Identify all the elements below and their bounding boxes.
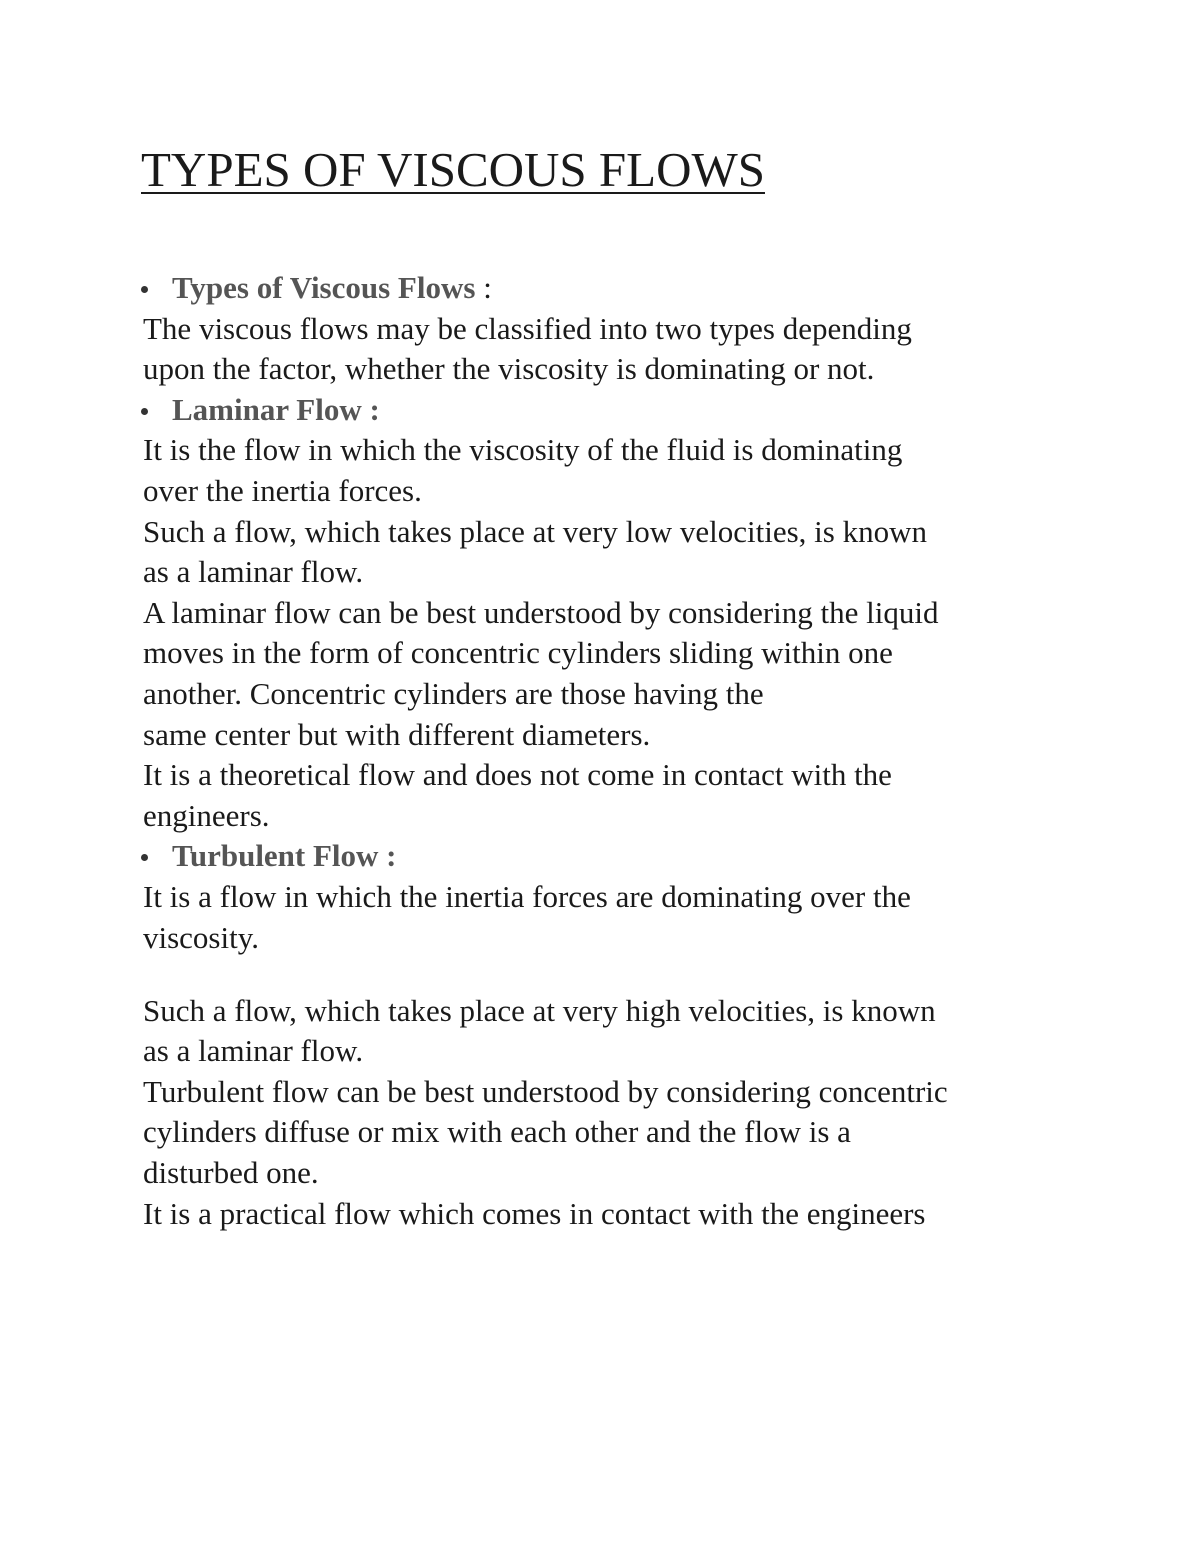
paragraph-line: It is a practical flow which comes in contact with the engineers [143,1195,926,1231]
section-heading-types [143,268,1123,309]
paragraph-line: Such a flow, which takes place at very low velocities, is known [143,513,927,549]
paragraph-line: It is a theoretical flow and does not come in contact with the [143,757,892,793]
section-heading-turbulent [143,836,1123,877]
document-title: TYPES OF VISCOUS FLOWS [141,142,765,197]
paragraph-line: engineers. [143,797,270,833]
paragraph-line: same center but with different diameters. [143,716,651,752]
paragraph-line: cylinders diffuse or mix with each other and the flow is a [143,1114,851,1150]
paragraph-line: another. Concentric cylinders are those having the [143,675,764,711]
paragraph-line: Such a flow, which takes place at very high velocities, is known [143,992,936,1028]
paragraph-line: A laminar flow can be best understood by considering the liquid [143,594,939,630]
section-heading-label: Turbulent Flow : [172,838,397,874]
paragraph-line: It is the flow in which the viscosity of the fluid is dominating [143,432,903,468]
paragraph-spacer [143,958,1123,991]
paragraph-line: viscosity. [143,919,259,955]
section-heading-suffix: : [475,270,492,305]
section-heading-label: Laminar Flow : [172,391,380,427]
paragraph-line: It is a flow in which the inertia forces are dominating over the [143,878,911,914]
paragraph-line: upon the factor, whether the viscosity is dominating or not. [143,351,875,387]
paragraph-line: as a laminar flow. [143,1033,364,1069]
paragraph-line: moves in the form of concentric cylinders sliding within one [143,635,893,671]
section-heading-label: Types of Viscous Flows [172,270,476,305]
paragraph-line: over the inertia forces. [143,472,422,508]
paragraph-line: as a laminar flow. [143,554,364,590]
bullet-icon [141,408,148,415]
bullet-icon [141,286,148,293]
bullet-icon [141,854,148,861]
paragraph-line: The viscous flows may be classified into two types depending [143,310,912,346]
paragraph-line: disturbed one. [143,1155,319,1191]
document-body [143,268,1123,1234]
paragraph-line: Turbulent flow can be best understood by considering concentric [143,1073,948,1109]
section-heading-laminar [143,390,1123,431]
